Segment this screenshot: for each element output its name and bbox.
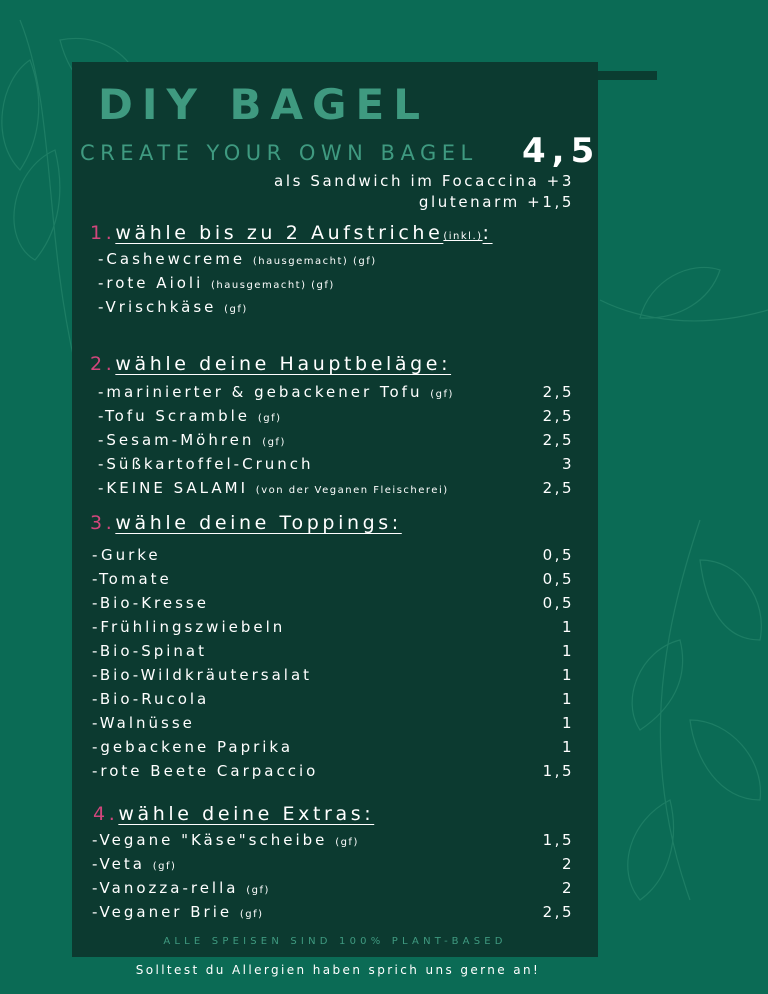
option-sandwich: als Sandwich im Focaccina +3	[274, 172, 574, 190]
item-price: 2,5	[542, 479, 574, 497]
list-item	[98, 479, 449, 497]
list-item	[92, 855, 176, 873]
item-price: 1	[561, 690, 574, 708]
list-item: -gebackene Paprika	[92, 738, 294, 756]
item-name: -Vegane "Käse"scheibe	[92, 831, 328, 849]
item-price: 1	[561, 666, 574, 684]
subtitle: CREATE YOUR OWN BAGEL	[80, 141, 478, 165]
list-item	[98, 298, 248, 316]
item-note: (gf)	[224, 304, 248, 315]
list-item: -rote Beete Carpaccio	[92, 762, 319, 780]
item-price: 3	[561, 455, 574, 473]
plant-based-note: ALLE SPEISEN SIND 100% PLANT-BASED	[163, 936, 507, 947]
item-name: -Süßkartoffel-Crunch	[98, 455, 314, 473]
section-title: wähle deine Toppings:	[115, 512, 402, 534]
list-item: -Bio-Rucola	[92, 690, 210, 708]
section-title-suffix: :	[482, 222, 493, 244]
item-price: 2	[561, 855, 574, 873]
item-name: -Sesam-Möhren	[98, 431, 255, 449]
section-title: wähle deine Extras:	[118, 803, 375, 825]
item-name: -Veganer Brie	[92, 903, 233, 921]
item-name: -Vrischkäse	[98, 298, 217, 316]
section-heading-toppings	[90, 512, 402, 534]
list-item	[98, 455, 314, 473]
list-item: -Bio-Spinat	[92, 642, 207, 660]
item-name: -Veta	[92, 855, 145, 873]
item-price: 2,5	[542, 431, 574, 449]
list-item: -Frühlingszwiebeln	[92, 618, 286, 636]
item-name: -Vanozza-rella	[92, 879, 239, 897]
item-price: 2,5	[542, 383, 574, 401]
item-note: (gf)	[257, 413, 282, 424]
list-item	[98, 274, 335, 292]
item-name: -KEINE SALAMI	[98, 479, 249, 497]
list-item: -Bio-Wildkräutersalat	[92, 666, 313, 684]
base-price: 4,5	[522, 131, 601, 171]
section-title-note: (inkl.)	[443, 231, 483, 242]
item-price: 2,5	[542, 407, 574, 425]
item-price: 1,5	[542, 831, 574, 849]
item-price: 0,5	[542, 570, 574, 588]
list-item	[92, 903, 264, 921]
section-heading-extras	[93, 803, 374, 825]
item-price: 2	[561, 879, 574, 897]
item-price: 1	[561, 618, 574, 636]
list-item: -Tomate	[92, 570, 172, 588]
list-item	[98, 250, 377, 268]
item-price: 1	[561, 642, 574, 660]
section-number: 2.	[90, 353, 116, 375]
section-title: wähle bis zu 2 Aufstriche	[115, 222, 444, 244]
section-heading-aufstriche	[90, 222, 493, 244]
list-item	[92, 879, 270, 897]
list-item: -Bio-Kresse	[92, 594, 209, 612]
item-price: 1	[561, 714, 574, 732]
item-note: (gf)	[246, 885, 270, 896]
list-item	[98, 407, 282, 425]
item-note: (gf)	[262, 437, 286, 448]
item-note: (gf)	[335, 837, 359, 848]
item-note: (hausgemacht) (gf)	[211, 280, 335, 291]
item-name: -Cashewcreme	[98, 250, 246, 268]
item-price: 1,5	[542, 762, 574, 780]
item-note: (gf)	[430, 389, 454, 400]
item-price: 1	[561, 738, 574, 756]
section-title: wähle deine Hauptbeläge:	[115, 353, 452, 375]
item-note: (gf)	[239, 909, 264, 920]
section-number: 1.	[90, 222, 116, 244]
item-note: (von der Veganen Fleischerei)	[255, 485, 449, 496]
allergy-note: Solltest du Allergien haben sprich uns gerne an!	[135, 963, 541, 977]
list-item	[98, 383, 454, 401]
item-note: (gf)	[152, 861, 177, 872]
option-glutenarm: glutenarm +1,5	[418, 193, 574, 211]
item-name: -marinierter & gebackener Tofu	[98, 383, 423, 401]
item-price: 0,5	[542, 594, 574, 612]
item-price: 0,5	[542, 546, 574, 564]
item-name: -rote Aioli	[98, 274, 204, 292]
list-item	[92, 831, 359, 849]
item-price: 2,5	[542, 903, 574, 921]
list-item: -Walnüsse	[92, 714, 195, 732]
section-heading-hauptbelaege	[90, 353, 451, 375]
list-item: -Gurke	[92, 546, 161, 564]
list-item	[98, 431, 286, 449]
section-number: 4.	[93, 803, 119, 825]
item-name: -Tofu Scramble	[98, 407, 251, 425]
item-note: (hausgemacht) (gf)	[252, 256, 377, 267]
page-title: DIY BAGEL	[98, 80, 429, 129]
section-number: 3.	[90, 512, 116, 534]
